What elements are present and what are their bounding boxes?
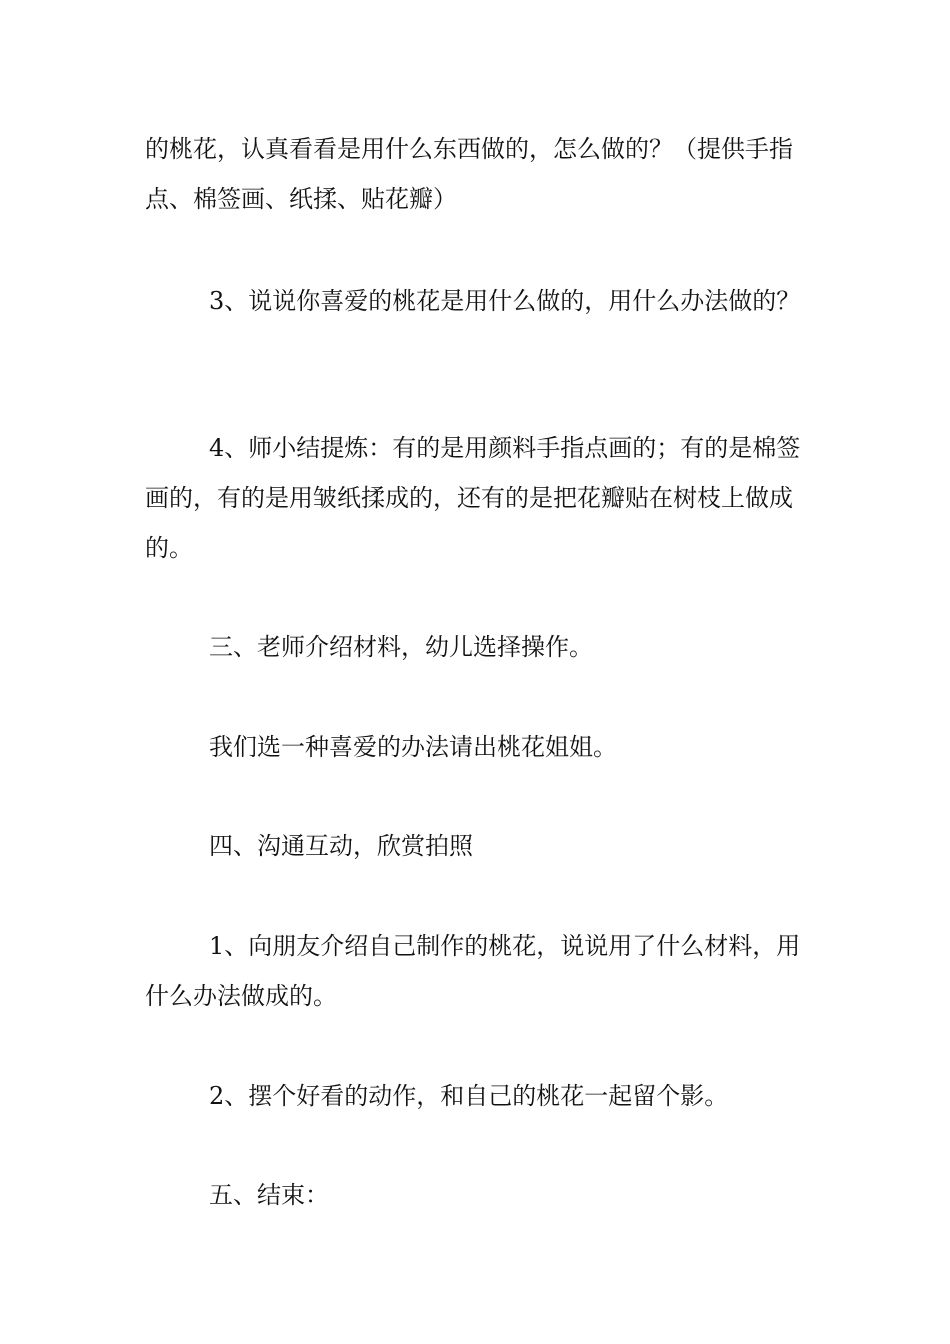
paragraph-step-3: 3、说说你喜爱的桃花是用什么做的，用什么办法做的？: [209, 287, 801, 315]
paragraph-step-2: 2、摆个好看的动作，和自己的桃花一起留个影。: [209, 1082, 729, 1110]
paragraph-intro: 我们选一种喜爱的办法请出桃花姐姐。: [209, 733, 617, 761]
paragraph-continued: 的桃花，认真看看是用什么东西做的，怎么做的？（提供手指点、棉签画、纸揉、贴花瓣）: [145, 135, 793, 213]
paragraph-step-1: 1、向朋友介绍自己制作的桃花，说说用了什么材料，用什么办法做成的。: [145, 932, 801, 1010]
section-heading-4: 四、沟通互动，欣赏拍照: [209, 832, 473, 860]
section-heading-5: 五、结束：: [209, 1181, 329, 1209]
paragraph-step-4: 4、师小结提炼：有的是用颜料手指点画的；有的是棉签画的，有的是用皱纸揉成的，还有的是把花瓣贴在树枝上做成的。: [145, 434, 801, 562]
section-heading-3: 三、老师介绍材料，幼儿选择操作。: [209, 633, 593, 661]
